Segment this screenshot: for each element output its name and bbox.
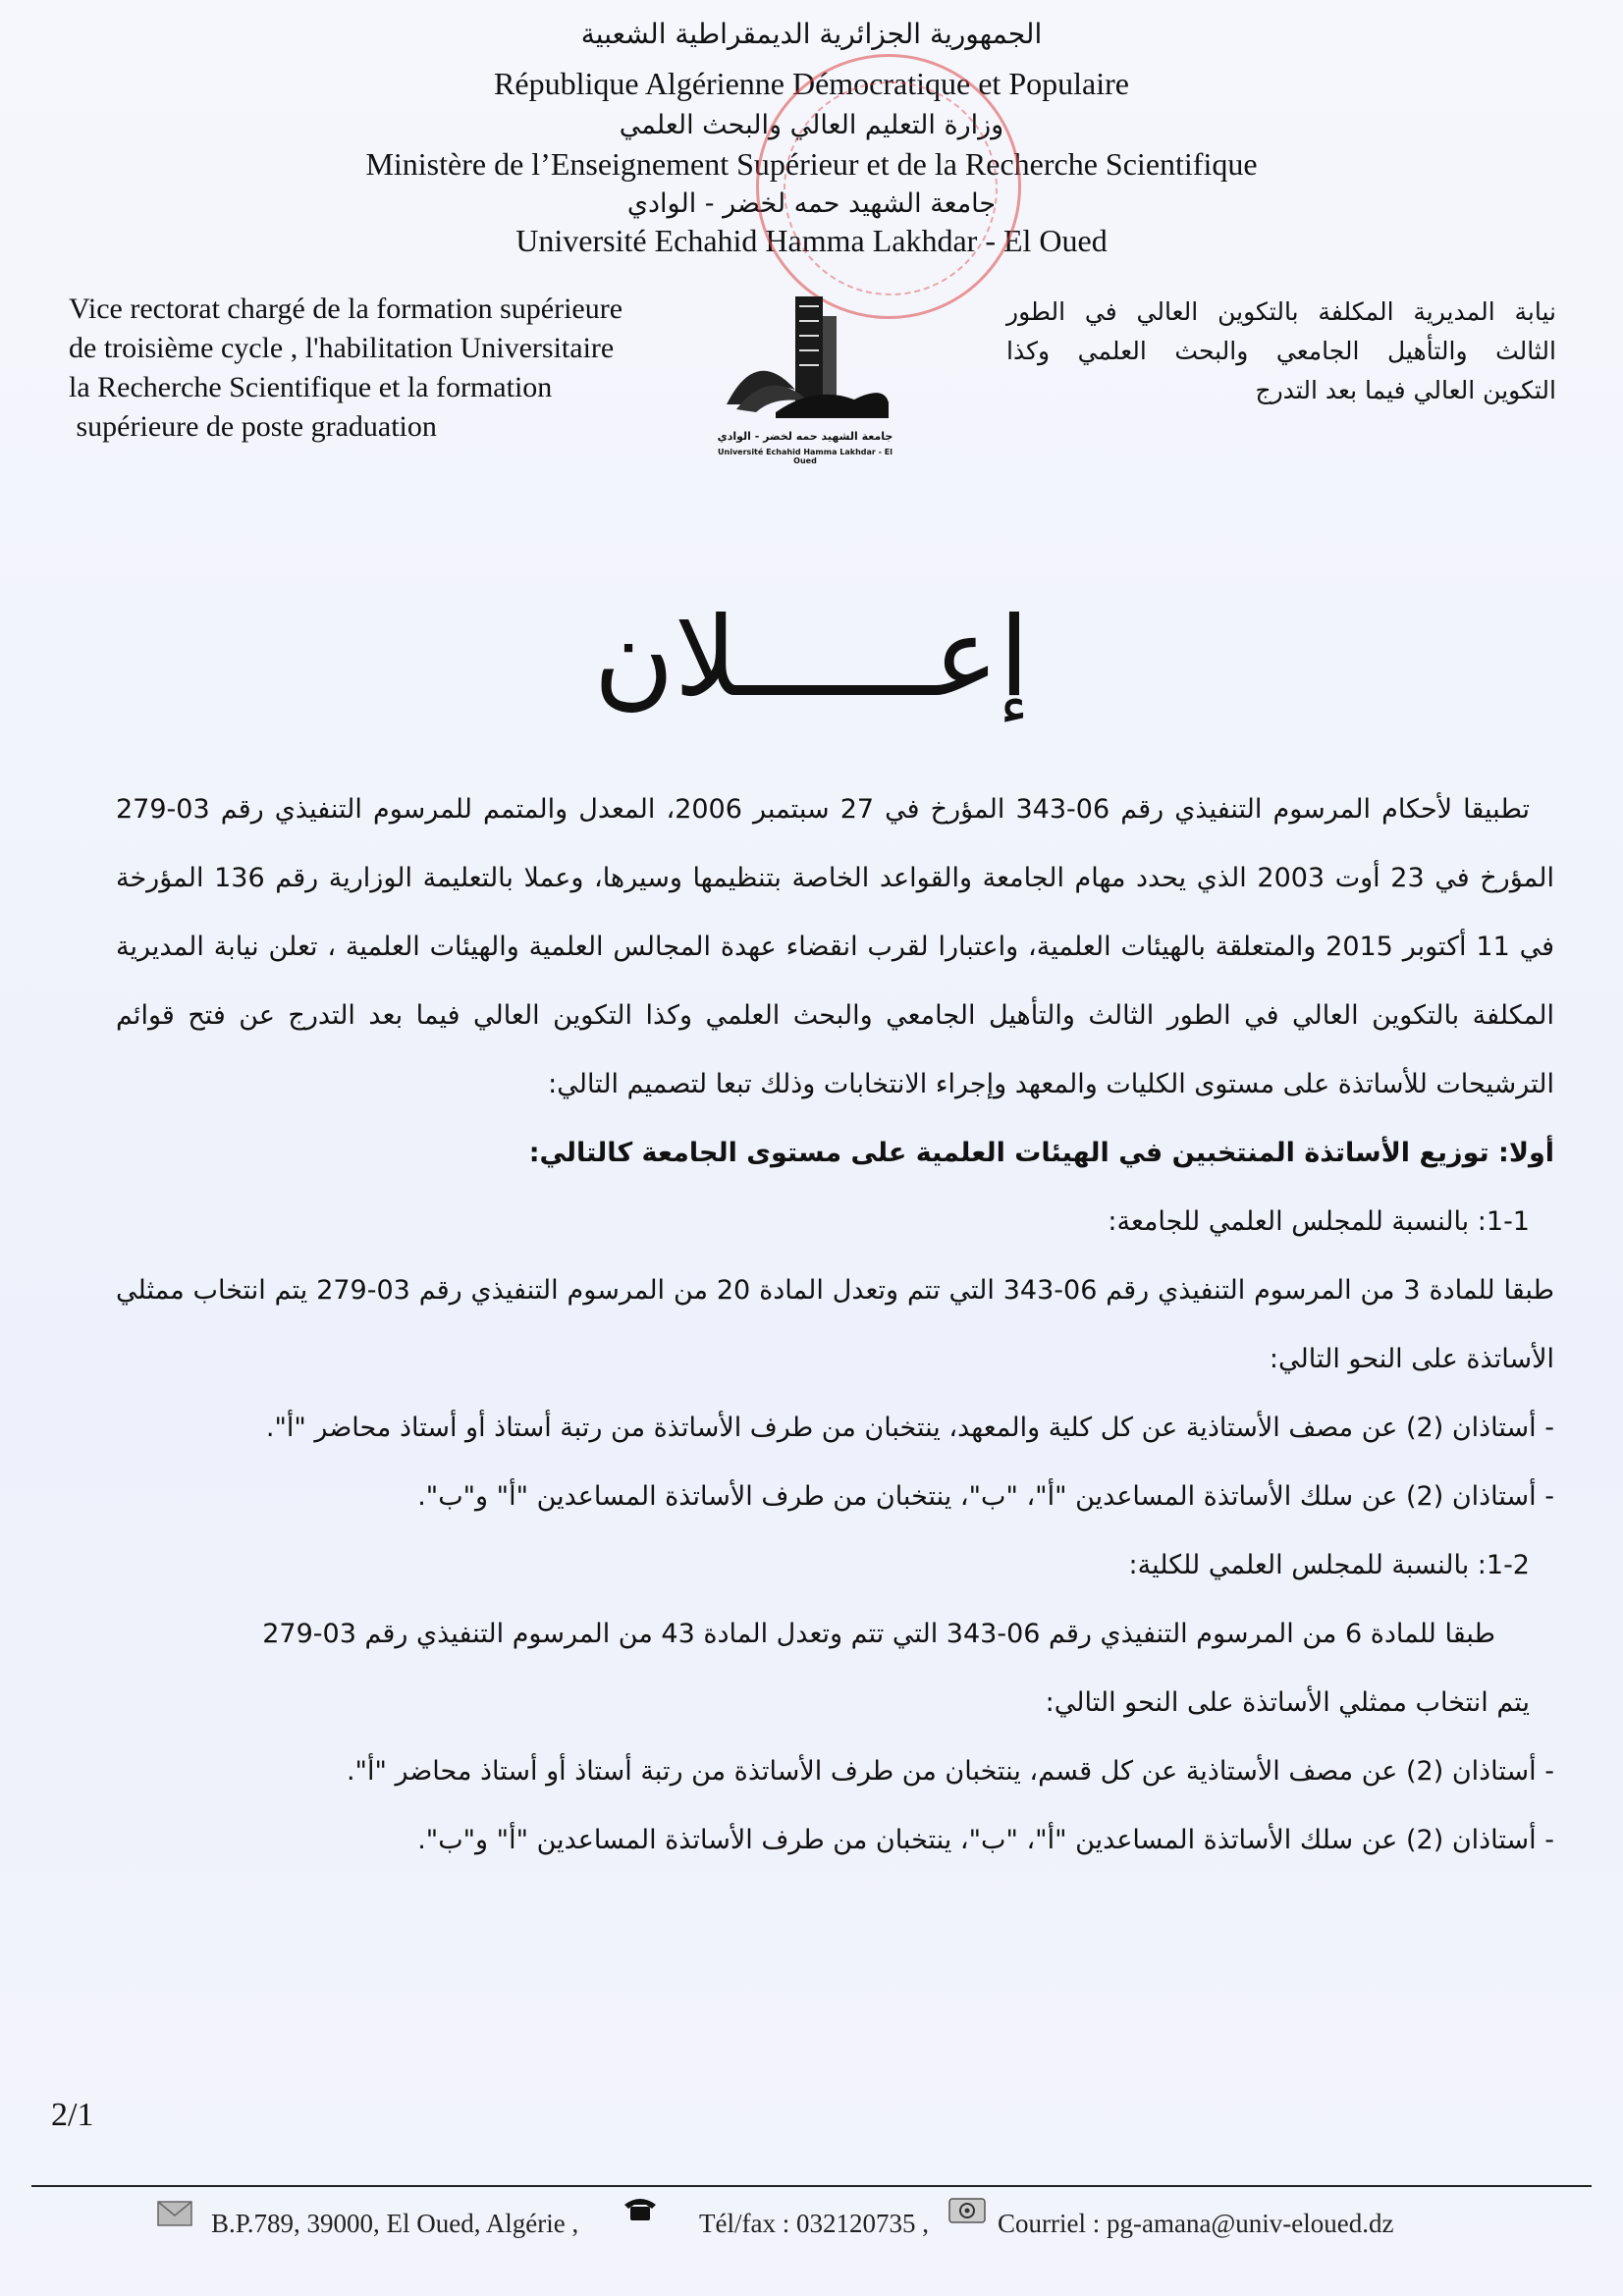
vice-directorate-line: نيابة المديرية المكلفة بالتكوين العالي في الطور <box>1006 297 1556 326</box>
header-fr-university: Université Echahid Hamma Lakhdar - El Oued <box>515 223 1108 258</box>
vice-rectorat-line: la Recherche Scientifique et la formation <box>69 371 553 403</box>
vice-rectorat-block <box>69 290 717 447</box>
sub1-paragraph: طبقا للمادة 3 من المرسوم التنفيذي رقم 06-343 التي تتم وتعدل المادة 20 من المرسوم التنفيذي رقم 03-279 يتم انتخاب ممثلي الأساتذة على النحو التالي: <box>116 1275 1555 1374</box>
footer-address: B.P.789, 39000, El Oued, Algérie , <box>211 2209 579 2238</box>
sub1-item: - أستاذان (2) عن مصف الأستاذية عن كل كلية والمعهد، ينتخبان من طرف الأساتذة من رتبة أستاذ أو أستاذ محاضر "أ". <box>265 1413 1554 1443</box>
sub1-heading: 1-1: بالنسبة للمجلس العلمي للجامعة: <box>1108 1206 1530 1237</box>
vice-rectorat-line: de troisième cycle , l'habilitation Universitaire <box>69 332 615 364</box>
mail-envelope-icon <box>157 2201 192 2226</box>
vice-directorate-line: الثالث والتأهيل الجامعي والبحث العلمي وكذا <box>1006 337 1556 365</box>
sub2-heading: 1-2: بالنسبة للمجلس العلمي للكلية: <box>1128 1550 1530 1580</box>
vice-directorate-block <box>1006 293 1556 410</box>
vice-directorate-line: التكوين العالي فيما بعد التدرج <box>1255 376 1556 404</box>
header-ar-university: جامعة الشهيد حمه لخضر - الوادي <box>626 188 997 219</box>
official-stamp <box>756 54 1021 319</box>
footer-divider <box>31 2185 1592 2187</box>
logo-caption-ar: جامعة الشهيد حمه لخضر - الوادي <box>717 430 893 443</box>
header-fr-ministry: Ministère de l’Enseignement Supérieur et de la Recherche Scientifique <box>365 146 1258 182</box>
logo-caption-fr: Université Echahid Hamma Lakhdar - El Oued <box>718 448 893 465</box>
sub2-item: - أستاذان (2) عن سلك الأساتذة المساعدين "أ"، "ب"، ينتخبان من طرف الأساتذة المساعدين "أ" و"ب". <box>417 1825 1554 1855</box>
sub2-line: طبقا للمادة 6 من المرسوم التنفيذي رقم 06-343 التي تتم وتعدل المادة 43 من المرسوم التنفيذي رقم 03-279 <box>262 1619 1495 1649</box>
vice-rectorat-line: Vice rectorat chargé de la formation supérieure <box>69 293 623 325</box>
sub1-item: - أستاذان (2) عن سلك الأساتذة المساعدين "أ"، "ب"، ينتخبان من طرف الأساتذة المساعدين "أ" و"ب". <box>417 1481 1554 1512</box>
announcement-title: إعــــــلان <box>593 594 1030 721</box>
footer-phone: Tél/fax : 032120735 , <box>699 2209 929 2238</box>
sub2-item: - أستاذان (2) عن مصف الأستاذية عن كل قسم، ينتخبان من طرف الأساتذة من رتبة أستاذ أو أستاذ محاضر "أ". <box>346 1756 1554 1787</box>
footer-email[interactable]: Courriel : pg-amana@univ-eloued.dz <box>998 2209 1394 2238</box>
vice-rectorat-line: supérieure de poste graduation <box>69 410 437 443</box>
announcement-body <box>116 775 1554 1875</box>
sub2-line: يتم انتخاب ممثلي الأساتذة على النحو التالي: <box>1045 1687 1530 1718</box>
header-ar-ministry: وزارة التعليم العالي والبحث العلمي <box>619 110 1004 140</box>
section-heading: أولا: توزيع الأساتذة المنتخبين في الهيئات العلمية على مستوى الجامعة كالتالي: <box>528 1138 1554 1168</box>
telephone-icon <box>622 2195 658 2222</box>
intro-paragraph: تطبيقا لأحكام المرسوم التنفيذي رقم 06-343 المؤرخ في 27 سبتمبر 2006، المعدل والمتمم للمرسوم التنفيذي رقم 03-279 المؤرخ في 23 أوت 2003 الذي يحدد مهام الجامعة والقواعد الخاصة بتنظيمها وسيرها، وعملا بالتعليمة الوزارية رقم 136 المؤرخة في 11 أكتوبر 2015 والمتعلقة بالهيئات العلمية، واعتبارا لقرب انقضاء عهدة المجالس العلمية والهيئات العلمية ، تعلن نيابة المديرية المكلفة بالتكوين العالي في الطور الثالث والتأهيل الجامعي والبحث العلمي وكذا التكوين العالي فيما بعد التدرج عن فتح قوائم الترشيحات للأساتذة على مستوى الكليات والمعهد وإجراء الانتخابات وذلك تبعا لتصميم التالي: <box>116 794 1555 1099</box>
header-fr-republic: République Algérienne Démocratique et Populaire <box>494 66 1129 101</box>
header-ar-republic: الجمهورية الجزائرية الديمقراطية الشعبية <box>580 18 1043 50</box>
page-number: 2/1 <box>51 2097 94 2133</box>
email-icon <box>947 2195 987 2224</box>
